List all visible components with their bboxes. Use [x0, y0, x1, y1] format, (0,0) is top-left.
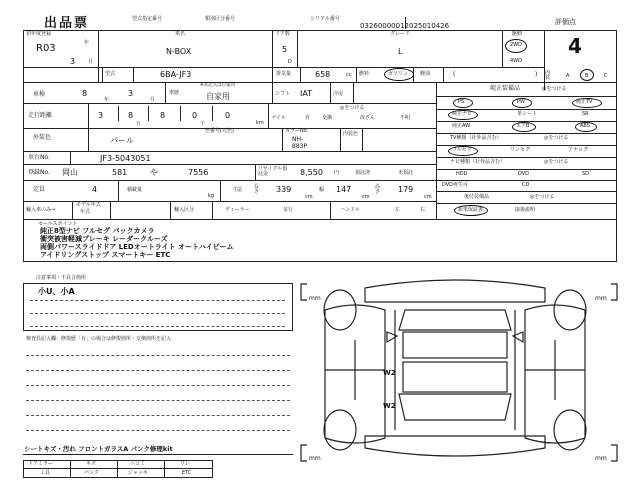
- diagram-mm-4: mm: [595, 455, 607, 462]
- manual-label: 取扱説明: [515, 207, 536, 213]
- length-label: 長さ: [254, 184, 260, 195]
- mileage-digit-5: 0: [225, 111, 231, 120]
- tv-label: TV種類（社外品含む）: [450, 135, 502, 141]
- displacement-label: 排気量: [276, 71, 292, 77]
- year-label: 年式: [80, 209, 91, 215]
- registration-number: 7556: [188, 168, 209, 177]
- capacity-label: 定員: [33, 186, 46, 193]
- color-code-value-2: 883P: [292, 143, 308, 150]
- kei-label: 軽油: [420, 71, 431, 77]
- mileage-unit-man: 万: [136, 121, 142, 127]
- import-label: 輸入車のみ→: [26, 207, 56, 213]
- navi-type-note: ◎をつける: [544, 159, 569, 165]
- page-title: 出品票: [44, 16, 90, 31]
- drive-label: 駆動: [512, 31, 523, 37]
- fuel-label: 燃料: [359, 71, 370, 77]
- dealer-label: ディーラー: [225, 207, 250, 213]
- legend-header-1: ドアミラー: [28, 461, 53, 467]
- meter-opt-3: 改ざん: [360, 115, 376, 121]
- inspection-month: 3: [128, 89, 134, 98]
- legend-value-2: パンク: [84, 470, 99, 476]
- mileage-digit-4: 0: [192, 111, 198, 120]
- options-note: ◎をつける: [542, 86, 567, 92]
- height-label: 高さ: [375, 184, 381, 195]
- first-reg-year: R03: [36, 43, 56, 54]
- type-value: 6BA-JF3: [160, 70, 192, 79]
- length-unit: cm: [305, 194, 313, 200]
- legend-value-4: ETC: [182, 470, 192, 476]
- meter-opt-1: 有: [305, 115, 311, 121]
- opt-pw: PW: [517, 99, 525, 105]
- inspection-year: 8: [82, 89, 88, 98]
- sales-line-1: 純正8型ナビ フルセグ バックカメラ: [40, 227, 155, 235]
- use-label: 車歴: [169, 90, 180, 96]
- warranty-label: 新車保証書: [458, 207, 484, 213]
- mileage-digit-3: 8: [160, 111, 166, 120]
- navi-opt-hdd: HDD: [456, 171, 468, 177]
- chassis-label: 車台No.: [28, 154, 50, 161]
- mileage-digit-2: 8: [128, 111, 134, 120]
- car-name-value: N-BOX: [166, 47, 192, 56]
- class-label: 類別区分番号: [205, 16, 236, 22]
- car-damage-diagram: [295, 270, 635, 480]
- opt-navi: 純正ナビ: [452, 111, 473, 117]
- drive-2wd: 2WD: [510, 42, 522, 48]
- registration-class: 581: [112, 168, 128, 177]
- car-name-label: 車名: [175, 31, 186, 37]
- aftermarket-note: ◎をつける: [530, 194, 555, 200]
- recycle-value: 8,550: [300, 168, 323, 177]
- interior-label: 内装: [545, 70, 551, 81]
- footer-note: シートキズ・汚れ フロントガラスA パンク修理kit: [24, 445, 173, 453]
- meter-opt-4: 不明: [400, 115, 411, 121]
- use-note: ※未記入は自家用: [200, 83, 236, 88]
- inspection-year-unit: 年: [104, 97, 110, 103]
- height-value: 179: [398, 185, 414, 194]
- door-sub: D: [288, 59, 292, 65]
- shift-label: シフト: [275, 91, 291, 97]
- meter-opt-2: 交換: [322, 115, 333, 121]
- door-label: ドア数: [275, 31, 290, 37]
- inspector-label: 検査員記入欄：修復歴「有」の場合は修復箇所・交換箇所を記入: [26, 336, 172, 342]
- mileage-digit-1: 3: [98, 111, 104, 120]
- year-suffix: 年: [84, 40, 90, 46]
- legend-header-3: ヘコミ: [130, 461, 146, 467]
- interior-b: B: [585, 73, 589, 79]
- opt-tv: 純正TV: [576, 99, 593, 105]
- mileage-label: 走行距離: [28, 112, 53, 119]
- displacement-unit: cc: [346, 72, 352, 78]
- diagram-mm-3: mm: [309, 455, 321, 462]
- grade-value: L: [398, 47, 403, 56]
- height-unit: cm: [424, 194, 432, 200]
- model-year-label: モデル年式: [76, 202, 101, 208]
- fuel-value: ガソリン: [388, 71, 409, 77]
- opt-aw: 純正AW: [452, 123, 471, 129]
- width-label: 幅: [319, 187, 325, 193]
- mileage-unit-km: km: [256, 120, 264, 126]
- legend-header-4: ワレ: [180, 461, 191, 467]
- registration-label: 登録No.: [28, 169, 50, 176]
- use-value: 自家用: [206, 92, 230, 101]
- color-no-label: 色番号(元色): [205, 128, 234, 134]
- load-label: 積載量: [127, 187, 143, 193]
- meter-note: ◎をつける: [340, 105, 365, 111]
- legend-value-3: ジャッキ: [128, 470, 148, 476]
- tv-note: ◎をつける: [544, 135, 569, 141]
- drive-4wd: 4WD: [510, 58, 522, 64]
- month-suffix: 月: [88, 59, 94, 65]
- width-value: 147: [336, 185, 352, 194]
- opt-abs: ABS: [580, 123, 590, 129]
- legend-value-1: 工具: [40, 470, 51, 476]
- dvd-play-label: DVD再生可: [442, 182, 469, 188]
- opt-sr: SR: [582, 111, 589, 117]
- interior-color-label: 内装色: [343, 131, 359, 137]
- sales-line-3: 両側パワースライドドア LEDオートライト オートハイビーム: [40, 243, 234, 251]
- options-label: 純正装備品: [490, 85, 521, 92]
- sales-line-2: 衝突被害軽減ブレーキ レーダークルーズ: [40, 235, 168, 243]
- handle-label: ハンドル: [340, 207, 361, 213]
- capacity-value: 4: [92, 185, 98, 194]
- diagram-mm-2: mm: [595, 295, 607, 302]
- sales-label: セールスポイント: [38, 221, 78, 227]
- registration-area: 岡山: [62, 168, 78, 177]
- legend-header-2: キズ: [86, 461, 96, 467]
- serial-label: シリアル番号: [310, 16, 340, 22]
- meter-label: マイル: [271, 115, 286, 121]
- interior-c: C: [604, 73, 608, 79]
- navi-type-label: ナビ種類（社外品含む）: [450, 159, 506, 165]
- chassis-value: JF3-5043051: [100, 154, 151, 163]
- shift-value: IAT: [300, 89, 313, 98]
- color-value: パール: [110, 136, 134, 145]
- recycle-unit: 円: [334, 170, 340, 176]
- import-class-label: 輸入区分: [174, 207, 195, 213]
- diagram-mark-1: W2: [383, 369, 396, 377]
- ac-label: 冷房: [333, 91, 344, 97]
- navi-opt-sd: SD: [582, 171, 590, 177]
- handle-right: 右: [420, 207, 426, 213]
- navi-opt-dvd: DVD: [518, 171, 530, 177]
- mileage-unit-sen: 千: [200, 121, 206, 127]
- recycle-unpaid: 未預託: [398, 170, 414, 176]
- recycle-label: リサイクル預託金: [258, 166, 288, 177]
- serial-number: 03260000012025010426: [360, 22, 450, 30]
- model-cert-label: 型式指定番号: [132, 16, 163, 22]
- tv-opt-analog: アナログ: [568, 147, 589, 153]
- opt-leather: 革シート: [517, 111, 538, 117]
- rating-label: 評価点: [555, 18, 576, 26]
- cd-label: CD: [522, 182, 530, 188]
- notes-handwritten: 小U、小A: [38, 287, 75, 296]
- inspection-label: 車検: [33, 91, 46, 98]
- opt-ps: PS: [458, 99, 465, 105]
- first-reg-label: 初年度登録: [26, 31, 52, 37]
- length-value: 339: [276, 185, 292, 194]
- handle-left: 左: [395, 207, 401, 213]
- notes-label: 注意事項・不具合箇所: [36, 275, 87, 281]
- diagram-mm-1: mm: [309, 295, 321, 302]
- interior-a: A: [566, 73, 570, 79]
- width-unit: cm: [362, 194, 370, 200]
- aftermarket-label: 後付装備品: [464, 194, 490, 200]
- type-label: 型式: [105, 71, 116, 77]
- tv-opt-fullseg: フルセグ: [452, 147, 472, 153]
- opt-airbag: エアB: [516, 123, 530, 129]
- registration-kana: や: [150, 168, 158, 177]
- displacement-value: 658: [315, 70, 331, 79]
- tv-opt-oneseg: ワンセグ: [510, 147, 531, 153]
- recycle-paid: 預託済: [355, 170, 371, 176]
- parallel-label: 並行: [283, 207, 294, 213]
- door-value: 5: [282, 45, 288, 54]
- dimensions-label: 寸法: [232, 187, 243, 193]
- color-label: 外装色: [33, 134, 52, 141]
- diagram-mark-2: W2: [383, 402, 396, 410]
- inspection-month-unit: 月: [150, 97, 156, 103]
- rating-value: 4: [568, 34, 582, 58]
- first-reg-month: 3: [70, 57, 76, 66]
- sales-line-4: アイドリングストップ スマートキー ETC: [40, 251, 171, 259]
- load-unit: kg: [208, 193, 215, 199]
- color-code-label: カラーNo.: [285, 128, 309, 134]
- color-code-value: NH-: [292, 136, 304, 143]
- grade-label: グレード: [390, 31, 411, 37]
